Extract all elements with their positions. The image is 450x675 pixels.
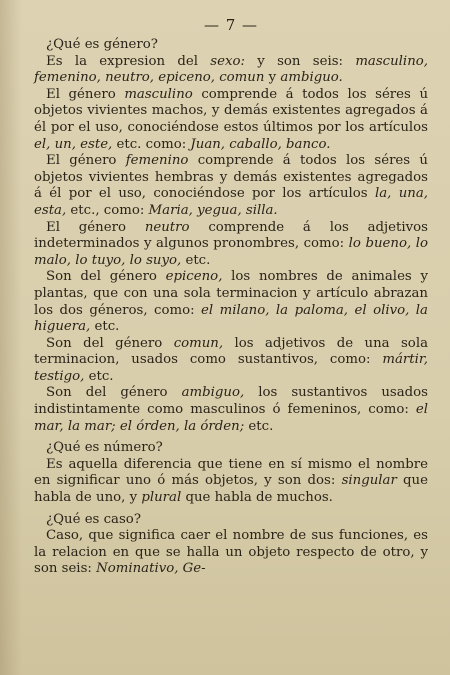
text-run: que habla de uno, y [34, 473, 428, 506]
text-run: Son del género [46, 335, 174, 351]
paragraph [34, 54, 428, 87]
text-run: etc. [90, 319, 120, 335]
text-run: los nombres de animales y plantas, que con una sola terminacion y artículo abrazan los dos géneros, como: [34, 269, 428, 318]
paragraph [34, 336, 428, 386]
question-heading [34, 440, 428, 457]
text-run: Es la expresion del [46, 53, 211, 69]
text-run: El género [46, 153, 126, 169]
italic-text: Maria, yegua, silla. [148, 202, 278, 218]
text-run: El género [46, 219, 145, 235]
text-run: los sustantivos usados indistintamente como masculinos ó femeninos, como: [34, 385, 428, 418]
paragraph [34, 153, 428, 219]
italic-text: femenino [125, 153, 189, 169]
italic-text: el, un, este, [34, 136, 113, 152]
text-run: El género [46, 86, 125, 102]
italic-text: comun, [173, 335, 224, 351]
paragraph [34, 457, 428, 507]
paragraph [34, 87, 428, 153]
italic-text: singular [341, 473, 397, 489]
italic-text: el mar, la mar; el órden, la órden; [34, 402, 428, 434]
italic-text: neutro [144, 219, 190, 235]
italic-text: la, una, esta, [34, 186, 428, 218]
text-run: etc., como: [66, 202, 149, 218]
page-number: — 7 — [203, 16, 259, 34]
italic-text: sexo: [210, 53, 245, 69]
text-run: Caso, que significa caer el nombre de sus funciones, es la relacion en que se halla un objeto respecto de otro, y son seis: [34, 528, 428, 577]
paragraph [34, 528, 428, 578]
text-run: y son seis: [244, 53, 356, 69]
text-run: ¿Qué es caso? [46, 511, 141, 527]
italic-text: epiceno, [165, 269, 223, 285]
paragraph [34, 269, 428, 335]
paragraph [34, 385, 428, 435]
text-run: los adjetivos de una sola terminacion, usados como sustantivos, como: [34, 335, 428, 368]
question-heading [34, 512, 428, 529]
text-run: Son del género [46, 269, 166, 285]
text-run: comprende á todos los séres ú objetos vivientes machos, y demás existentes agregados á él por el uso, conociéndose estos últimos por los artículos [34, 86, 429, 135]
italic-text: Juan, caballo, banco. [190, 136, 331, 152]
text-run: que habla de muchos. [181, 490, 333, 506]
italic-text: mártir, testigo, [34, 352, 428, 384]
italic-text: lo bueno, lo malo, lo tuyo, lo suyo, [34, 236, 428, 268]
text-run: comprende á todos los séres ú objetos vivientes hembras y demás existentes agregados á él por el uso, conociéndose por los artículos [34, 153, 428, 202]
text-run: y [264, 70, 281, 86]
italic-text: el milano, la paloma, el olivo, la higuera, [34, 302, 428, 335]
italic-text: ambiguo. [280, 70, 343, 86]
text-run: etc. [244, 418, 274, 434]
italic-text: masculino, femenino, neutro, epiceno, comun [34, 53, 428, 86]
text-run: etc. como: [112, 136, 191, 152]
text-run: comprende á los adjetivos indeterminados y algunos pronombres, como: [34, 219, 428, 252]
text-run: ¿Qué es número? [46, 440, 163, 456]
text-run: ¿Qué es género? [46, 37, 158, 52]
italic-text: plural [141, 490, 182, 506]
italic-text: ambiguo, [181, 385, 245, 401]
page-text [34, 37, 428, 578]
question-heading [34, 37, 428, 54]
italic-text: Nominativo, Ge- [96, 561, 206, 577]
text-run: etc. [84, 368, 114, 384]
text-run: Son del género [46, 385, 182, 401]
text-run: etc. [181, 252, 211, 268]
text-run: Es aquella diferencia que tiene en sí mismo el nombre en significar uno ó más objetos, y son dos: [34, 456, 428, 489]
paragraph [34, 220, 428, 270]
italic-text: masculino [124, 86, 193, 102]
